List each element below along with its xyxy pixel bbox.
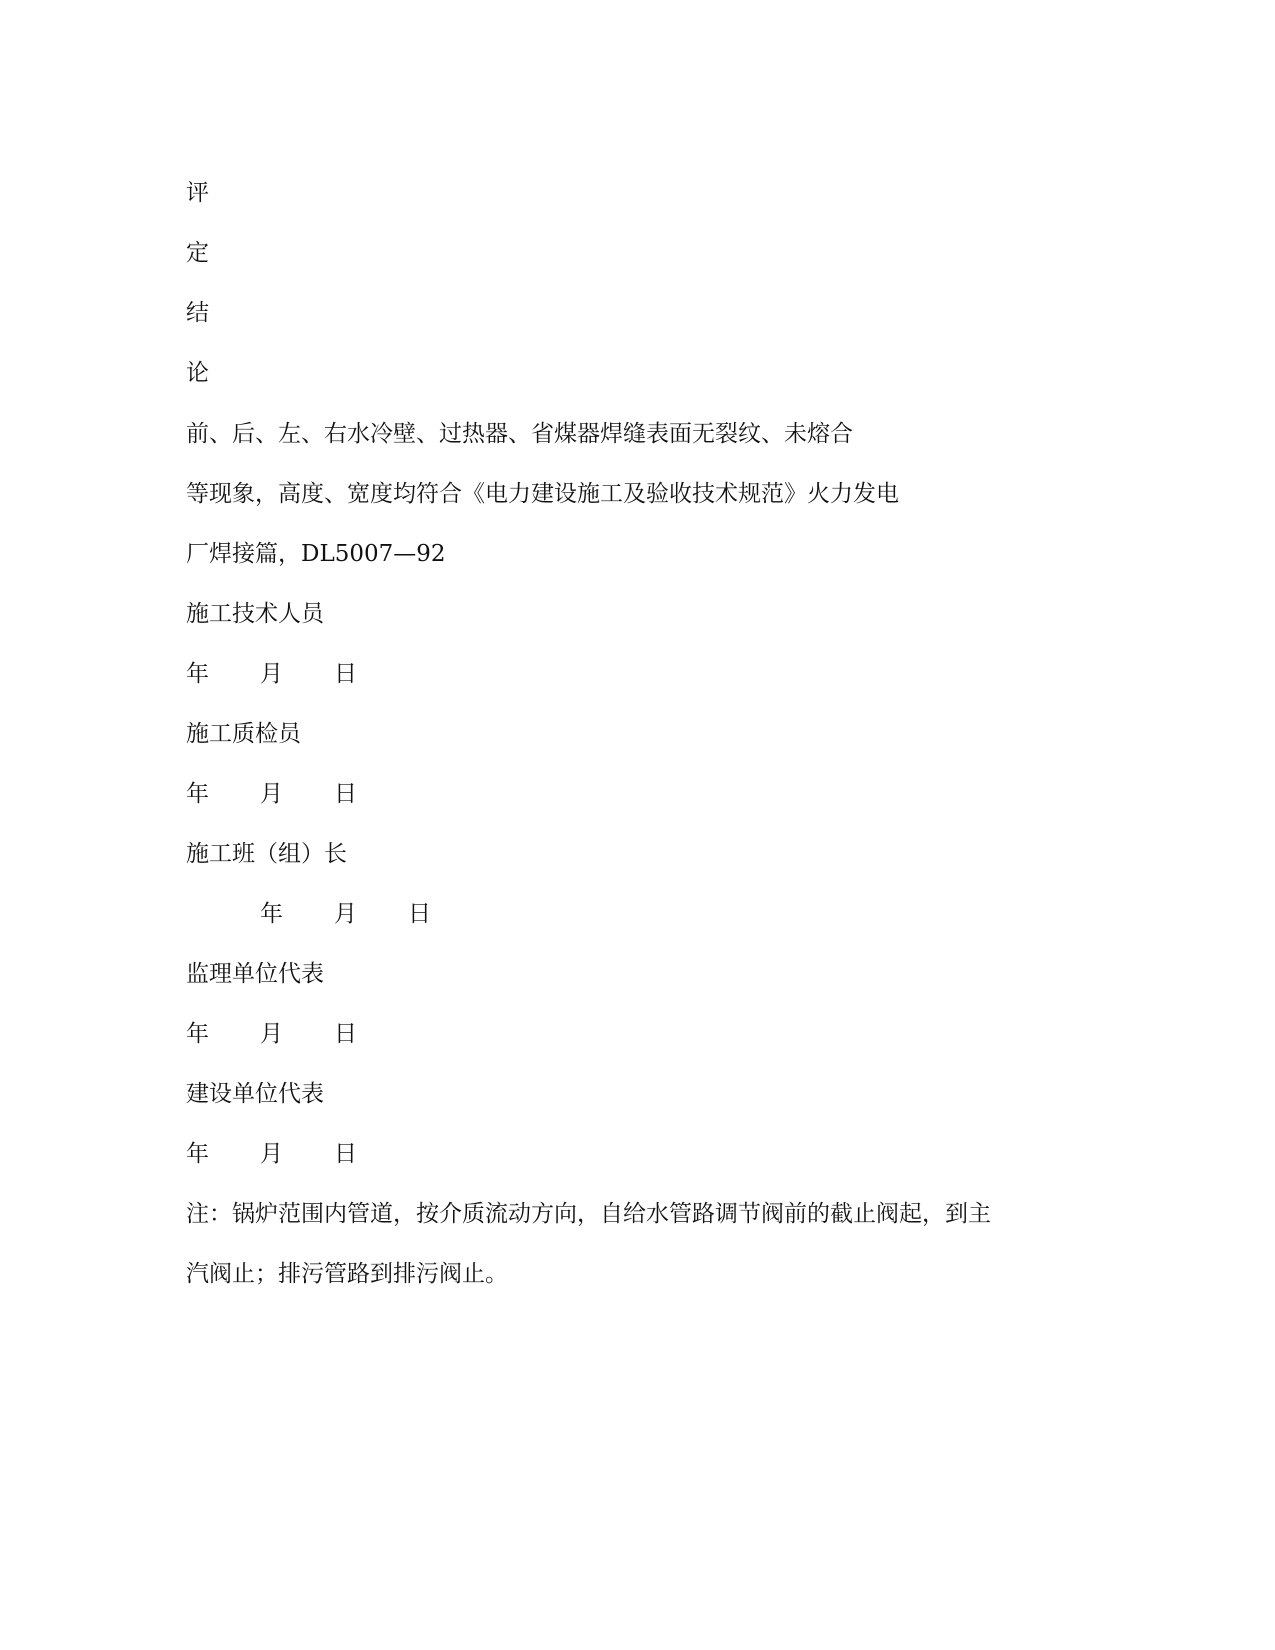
year-label: 年 — [186, 781, 209, 807]
month-label: 月 — [260, 661, 283, 687]
technician-date — [186, 659, 357, 689]
conclusion-line-1: 前、后、左、右水冷壁、过热器、省煤器焊缝表面无裂纹、未熔合 — [186, 421, 853, 447]
year-label: 年 — [186, 661, 209, 687]
supervisor-signature-label: 监理单位代表 — [186, 961, 324, 987]
note-line-1: 注：锅炉范围内管道，按介质流动方向，自给水管路调节阀前的截止阀起，到主 — [186, 1201, 991, 1227]
evaluation-label-char-3: 结 — [186, 300, 209, 326]
conclusion-line-2: 等现象，高度、宽度均符合《电力建设施工及验收技术规范》火力发电 — [186, 481, 899, 507]
month-label: 月 — [260, 781, 283, 807]
evaluation-label-char-4: 论 — [186, 360, 209, 386]
technician-signature-label: 施工技术人员 — [186, 601, 324, 627]
inspector-signature-label: 施工质检员 — [186, 721, 301, 747]
year-label: 年 — [186, 1141, 209, 1167]
evaluation-label-char-2: 定 — [186, 240, 209, 266]
team-leader-signature-label: 施工班（组）长 — [186, 841, 347, 867]
team-leader-date — [260, 899, 431, 929]
month-label: 月 — [260, 1021, 283, 1047]
year-label: 年 — [186, 1021, 209, 1047]
conclusion-line-3: 厂焊接篇，DL5007—92 — [186, 541, 446, 567]
note-line-2: 汽阀止；排污管路到排污阀止。 — [186, 1261, 508, 1287]
owner-date — [186, 1139, 357, 1169]
owner-signature-label: 建设单位代表 — [186, 1081, 324, 1107]
supervisor-date — [186, 1019, 357, 1049]
day-label: 日 — [334, 1141, 357, 1167]
inspector-date — [186, 779, 357, 809]
day-label: 日 — [408, 901, 431, 927]
month-label: 月 — [334, 901, 357, 927]
evaluation-label-char-1: 评 — [186, 180, 209, 206]
day-label: 日 — [334, 1021, 357, 1047]
day-label: 日 — [334, 661, 357, 687]
month-label: 月 — [260, 1141, 283, 1167]
day-label: 日 — [334, 781, 357, 807]
year-label: 年 — [260, 901, 283, 927]
